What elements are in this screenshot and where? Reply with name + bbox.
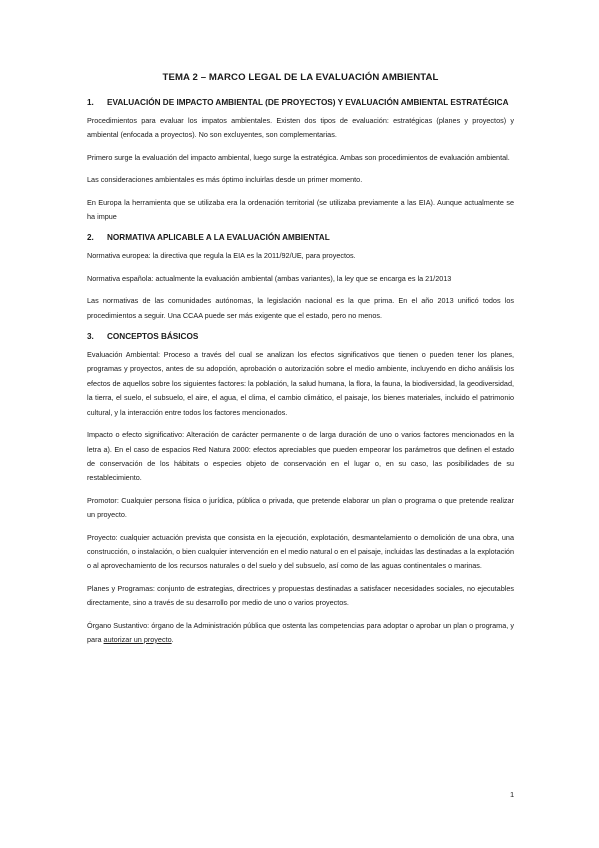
- paragraph: Promotor: Cualquier persona física o jurídica, pública o privada, que pretende elaborar un plan o programa o que pretende realizar un proyecto.: [87, 495, 514, 520]
- paragraph: Las consideraciones ambientales es más óptimo incluirlas desde un primer momento.: [87, 175, 363, 185]
- paragraph-tail: .: [171, 634, 174, 644]
- paragraph: Primero surge la evaluación del impacto ambiental, luego surge la estratégica. Ambas son procedimientos de evaluación ambiental.: [87, 152, 510, 162]
- paragraph: Las normativas de las comunidades autónomas, la legislación nacional es la que prima. En el año 2013 unificó todos los procedimientos a seguir. Una CCAA puede ser más exigente que el estado, pero no menos.: [87, 296, 514, 320]
- section-number: 3.: [87, 332, 94, 342]
- document-content: [87, 72, 514, 655]
- section-number: 2.: [87, 233, 94, 243]
- page-title: TEMA 2 – MARCO LEGAL DE LA EVALUACIÓN AMBIENTAL: [162, 72, 439, 83]
- paragraph: Normativa española: actualmente la evaluación ambiental (ambas variantes), la ley que se encarga es la 21/2013: [87, 273, 452, 283]
- paragraph: Proyecto: cualquier actuación prevista que consista en la ejecución, explotación, desmantelamiento o demolición de una obra, una construcción, o instalación, o bien cualquier intervención en el medio natural o en el paisaje, incluidas las destinadas a la explotación o al aprovechamiento de los recursos naturales o del suelo y del subsuelo, así como de las aguas continentales o marinas.: [87, 532, 514, 571]
- section-heading-3: [87, 331, 514, 342]
- section-heading-2: [87, 232, 514, 243]
- paragraph: Normativa europea: la directiva que regula la EIA es la 2011/92/UE, para proyectos.: [87, 251, 356, 261]
- section-heading-1: [87, 97, 514, 108]
- paragraph: Procedimientos para evaluar los impatos ambientales. Existen dos tipos de evaluación: estratégicas (planes y proyectos) y ambiental (enfocada a proyectos). No son excluyentes, son complementarias.: [87, 116, 514, 140]
- underlined-text: autorizar un proyecto: [103, 634, 172, 644]
- paragraph-text: Órgano Sustantivo: órgano de la Administración pública que ostenta las competencias para adoptar o aprobar un plan o programa, y para: [87, 620, 514, 644]
- paragraph: Impacto o efecto significativo: Alteración de carácter permanente o de larga duración de uno o varios factores mencionados en la letra a). En el caso de espacios Red Natura 2000: efectos apreciables que pueden empeorar los parámetros que definen el estado de conservación de los hábitats o especies objeto de conservación en el lugar o, en su caso, las posibilidades de su restablecimiento.: [87, 430, 514, 483]
- paragraph: En Europa la herramienta que se utilizaba era la ordenación territorial (se utilizaba previamente a las EIA). Aunque actualmente se ha impue: [87, 197, 514, 222]
- section-heading-text: CONCEPTOS BÁSICOS: [107, 332, 199, 342]
- page-number: 1: [510, 790, 515, 799]
- paragraph: Planes y Programas: conjunto de estrategias, directrices y propuestas destinadas a satisfacer necesidades sociales, no ejecutables directamente, sino a través de su desarrollo por medio de uno o varios proyectos.: [87, 583, 514, 608]
- section-number: 1.: [87, 98, 94, 107]
- paragraph-organo-sustantivo: [87, 619, 514, 648]
- section-heading-text: NORMATIVA APLICABLE A LA EVALUACIÓN AMBIENTAL: [107, 233, 330, 243]
- paragraph: Evaluación Ambiental: Proceso a través del cual se analizan los efectos significativos que tienen o pueden tener los planes, programas y proyectos, antes de su adopción, aprobación o autorización sobre el medio ambiente, incluyendo en dicho análisis los efectos de aquellos sobre los siguientes factores: la población, la salud humana, la flora, la fauna, la biodiversidad, la geodiversidad, la tierra, el suelo, el subsuelo, el aire, el agua, el clima, el cambio climático, el paisaje, los bienes materiales, incluido el patrimonio cultural, y la interacción entre todos los factores mencionados.: [87, 350, 514, 417]
- section-heading-text: EVALUACIÓN DE IMPACTO AMBIENTAL (DE PROYECTOS) Y EVALUACIÓN AMBIENTAL ESTRATÉGICA: [107, 98, 509, 107]
